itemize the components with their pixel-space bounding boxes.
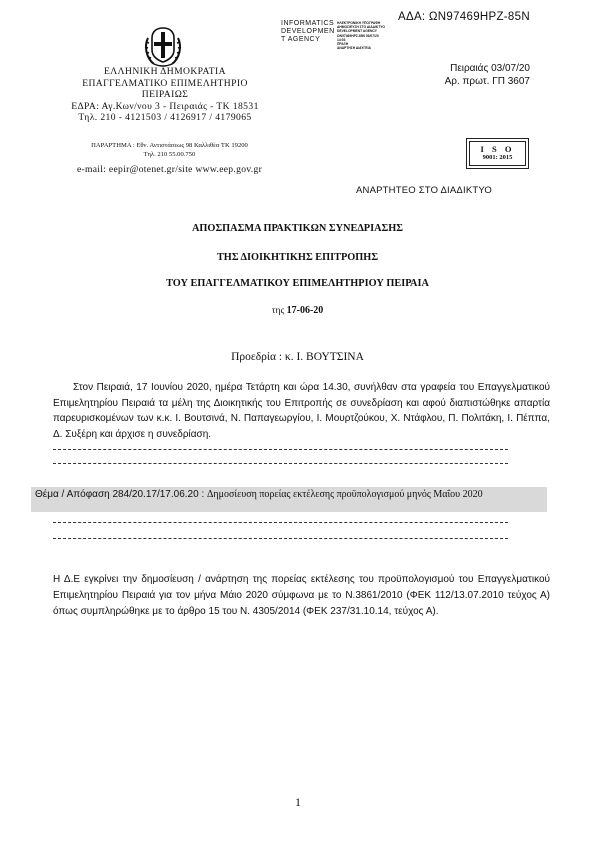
annex-address: [62, 141, 277, 159]
document-date: Πειραιάς 03/07/20: [450, 63, 530, 74]
document-title-line-2: ΤΗΣ ΔΙΟΙΚΗΤΙΚΗΣ ΕΠΙΤΡΟΠΗΣ: [216, 252, 379, 263]
annex-line-phone: Τηλ. 210 55.00.750: [143, 151, 196, 158]
subject-prefix: Θέμα / Απόφαση 284/20.17/17.06.20 :: [35, 489, 207, 500]
iso-badge: [466, 138, 529, 169]
opening-paragraph: Στον Πειραιά, 17 Ιουνίου 2020, ημέρα Τετάρτη και ώρα 14.30, συνήλθαν στα γραφεία του Επαγγελματικού Επιμελητηρίου Πειραιά τα μέλη της Διοικητικής του Επιτροπής σε συνεδρίαση και αφού διαπιστώθηκε απαρτία παρευρισκομένων των κ.κ. Ι. Βουτσινά, Ν. Παπαγεωργίου, Ι. Μουρτζούκου, Χ. Ντάφλου, Π. Πολιτάκη, Ι. Πέππα, Δ. Συξέρη και άρχισε η συνεδρίαση.: [53, 382, 550, 440]
iso-number: 9001: 2015: [482, 154, 513, 161]
document-title-line-3: ΤΟΥ ΕΠΑΓΓΕΛΜΑΤΙΚΟΥ ΕΠΙΜΕΛΗΤΗΡΙΟΥ ΠΕΙΡΑΙΑ: [166, 278, 429, 289]
ada-code: ΑΔΑ: ΩΝ97469ΗΡΖ-85Ν: [398, 11, 530, 23]
posted-notice: ΑΝΑΡΤΗΤΕΟ ΣΤΟ ΔΙΑΔΙΚΤΥΟ: [356, 185, 492, 196]
iso-title: I S O: [480, 144, 515, 154]
date-protocol-block: [380, 62, 530, 88]
subject-text: Δημοσίευση πορείας εκτέλεσης προϋπολογισμού μηνός Μαΐου 2020: [207, 489, 483, 500]
session-date: 17-06-20: [286, 305, 324, 316]
idika-logo-text: INFORMATICS DEVELOPMEN T AGENCY: [281, 20, 335, 43]
dashed-divider-2: [53, 463, 508, 464]
email-site-line: e-mail: eepir@otenet.gr/site www.eep.gov.gr: [76, 164, 263, 175]
idika-logo-small-text: ΗΛΕΚΤΡΟΝΙΚΗ ΥΠΟΓΡΑΦΗ ΔΗΜΟΣΙΕΥΣΗ ΣΤΟ ΔΙΑΔΙΚΤΥΟ DEVELOPMENT AGENCY ΩΝ97469ΗΡΖ-85Ν 03/07/20 14:03 ΠΡΑΞΗ ΑΝΑΡΤΗΣΗ ΔΙΑΥΓΕΙΑ: [337, 21, 385, 51]
chair-line: Προεδρία : κ. Ι. ΒΟΥΤΣΙΝΑ: [231, 351, 364, 363]
org-line-city: ΠΕΙΡΑΙΩΣ: [141, 89, 189, 100]
session-prefix: της: [271, 306, 285, 316]
idika-logo: [281, 20, 399, 50]
protocol-number: Αρ. πρωτ. ΓΠ 3607: [444, 76, 530, 87]
document-title-line-1: ΑΠΟΣΠΑΣΜΑ ΠΡΑΚΤΙΚΩΝ ΣΥΝΕΔΡΙΑΣΗΣ: [191, 223, 404, 234]
org-line-republic: ΕΛΛΗΝΙΚΗ ΔΗΜΟΚΡΑΤΙΑ: [104, 66, 226, 77]
org-line-chamber: ΕΠΑΓΓΕΛΜΑΤΙΚΟ ΕΠΙΜΕΛΗΤΗΡΙΟ: [82, 77, 248, 89]
org-line-address: ΕΔΡΑ: Αγ.Κων/νου 3 - Πειραιάς - ΤΚ 18531: [71, 100, 259, 112]
dashed-divider-1: [53, 449, 508, 450]
dashed-divider-3: [53, 522, 508, 523]
dashed-divider-4: [53, 538, 508, 539]
session-date-line: [60, 305, 535, 316]
iso-badge-inner: [469, 141, 526, 166]
decision-paragraph: Η Δ.Ε εγκρίνει την δημοσίευση / ανάρτηση της πορείας εκτέλεσης του προϋπολογισμού του Επαγγελματικού Επιμελητηρίου Πειραιά για τον μήνα Μάιο 2020 σύμφωνα με το Ν.3861/2010 (ΦΕΚ 112/13.07.2010 τεύχος Α) όπως συμπληρώθηκε με το άρθρο 15 του Ν. 4305/2014 (ΦΕΚ 237/31.10.14, τεύχος Α).: [53, 574, 550, 617]
organization-header: [55, 66, 275, 124]
subject-decision-bar: [31, 487, 547, 512]
coat-of-arms-icon: [140, 24, 186, 68]
org-line-phones: Τηλ. 210 - 4121503 / 4126917 / 4179065: [78, 112, 252, 123]
annex-line-address: ΠΑΡΑΡΤΗΜΑ : Εθν. Αντιστάσεως 98 Καλλιθέα ΤΚ 19200: [91, 142, 248, 149]
page-number: 1: [295, 795, 301, 809]
